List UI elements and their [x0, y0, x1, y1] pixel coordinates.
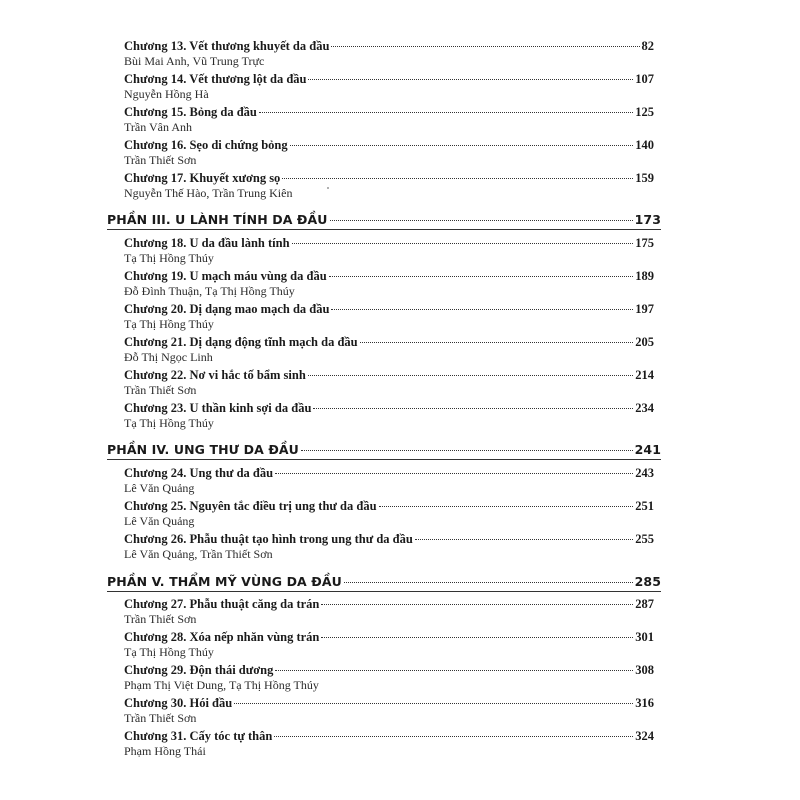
toc-chapter-entry: [124, 696, 654, 711]
dot-leader: [344, 581, 633, 583]
chapter-author: Tạ Thị Hồng Thúy: [124, 416, 214, 430]
dot-leader: [331, 45, 639, 47]
chapter-page-number: 287: [635, 597, 654, 611]
chapter-author: Lê Văn Quảng: [124, 481, 195, 495]
dot-leader: [275, 472, 633, 474]
chapter-title: Chương 15. Bỏng da đầu: [124, 105, 257, 119]
paper-speck: [327, 187, 329, 189]
chapter-author: Bùi Mai Anh, Vũ Trung Trực: [124, 54, 265, 68]
chapter-page-number: 214: [635, 368, 654, 382]
toc-chapter-entry: [124, 499, 654, 514]
dot-leader: [259, 111, 633, 113]
chapter-author: Nguyễn Thế Hào, Trần Trung Kiên: [124, 186, 293, 200]
toc-chapter-entry: [124, 269, 654, 284]
dot-leader: [415, 538, 633, 540]
part-page-number: 173: [634, 212, 661, 227]
chapter-title: Chương 16. Sẹo di chứng bỏng: [124, 138, 288, 152]
dot-leader: [330, 219, 633, 221]
chapter-page-number: 159: [635, 171, 654, 185]
toc-chapter-entry: [124, 368, 654, 383]
chapter-title: Chương 21. Dị dạng động tĩnh mạch da đầu: [124, 335, 358, 349]
part-underline: [107, 459, 661, 460]
chapter-title: Chương 28. Xóa nếp nhăn vùng trán: [124, 630, 320, 644]
chapter-page-number: 175: [635, 236, 654, 250]
chapter-title: Chương 23. U thần kinh sợi da đầu: [124, 401, 312, 415]
chapter-title: Chương 13. Vết thương khuyết da đầu: [124, 39, 330, 53]
chapter-author: Tạ Thị Hồng Thúy: [124, 645, 214, 659]
part-title: PHẦN V. THẨM MỸ VÙNG DA ĐẦU: [107, 574, 342, 589]
toc-chapter-entry: [124, 597, 654, 612]
dot-leader: [321, 636, 633, 638]
chapter-author: Nguyễn Hồng Hà: [124, 87, 209, 101]
dot-leader: [379, 505, 634, 507]
part-page-number: 285: [634, 574, 661, 589]
chapter-page-number: 324: [635, 729, 654, 743]
chapter-author: Trần Thiết Sơn: [124, 383, 197, 397]
part-title: PHẦN III. U LÀNH TÍNH DA ĐẦU: [107, 212, 328, 227]
dot-leader: [274, 735, 633, 737]
chapter-author: Phạm Hồng Thái: [124, 744, 206, 758]
chapter-page-number: 140: [635, 138, 654, 152]
dot-leader: [290, 144, 634, 146]
chapter-author: Trần Vân Anh: [124, 120, 193, 134]
chapter-page-number: 234: [635, 401, 654, 415]
chapter-title: Chương 20. Dị dạng mao mạch da đầu: [124, 302, 330, 316]
chapter-title: Chương 24. Ung thư da đầu: [124, 466, 274, 480]
dot-leader: [308, 78, 633, 80]
chapter-title: Chương 29. Độn thái dương: [124, 663, 274, 677]
dot-leader: [331, 308, 633, 310]
dot-leader: [313, 407, 633, 409]
chapter-author: Trần Thiết Sơn: [124, 711, 197, 725]
toc-part-entry: [107, 212, 661, 227]
toc-chapter-entry: [124, 171, 654, 186]
chapter-page-number: 197: [635, 302, 654, 316]
dot-leader: [292, 242, 634, 244]
toc-chapter-entry: [124, 236, 654, 251]
toc-chapter-entry: [124, 302, 654, 317]
chapter-page-number: 308: [635, 663, 654, 677]
part-underline: [107, 591, 661, 592]
toc-chapter-entry: [124, 466, 654, 481]
chapter-title: Chương 14. Vết thương lột da đầu: [124, 72, 307, 86]
chapter-title: Chương 18. U da đầu lành tính: [124, 236, 290, 250]
chapter-title: Chương 26. Phẫu thuật tạo hình trong ung thư da đầu: [124, 532, 413, 546]
toc-part-entry: [107, 442, 661, 457]
chapter-title: Chương 31. Cấy tóc tự thân: [124, 729, 273, 743]
toc-chapter-entry: [124, 401, 654, 416]
chapter-page-number: 189: [635, 269, 654, 283]
dot-leader: [234, 702, 633, 704]
toc-chapter-entry: [124, 138, 654, 153]
chapter-page-number: 301: [635, 630, 654, 644]
dot-leader: [321, 603, 633, 605]
toc-chapter-entry: [124, 335, 654, 350]
toc-chapter-entry: [124, 630, 654, 645]
chapter-title: Chương 17. Khuyết xương sọ: [124, 171, 281, 185]
toc-chapter-entry: [124, 729, 654, 744]
chapter-author: Đỗ Đình Thuận, Tạ Thị Hồng Thúy: [124, 284, 295, 298]
dot-leader: [308, 374, 633, 376]
toc-chapter-entry: [124, 72, 654, 87]
chapter-author: Tạ Thị Hồng Thúy: [124, 317, 214, 331]
toc-chapter-entry: [124, 39, 654, 54]
chapter-title: Chương 19. U mạch máu vùng da đầu: [124, 269, 327, 283]
chapter-author: Tạ Thị Hồng Thúy: [124, 251, 214, 265]
dot-leader: [282, 177, 633, 179]
chapter-page-number: 255: [635, 532, 654, 546]
chapter-title: Chương 27. Phẫu thuật căng da trán: [124, 597, 320, 611]
chapter-page-number: 205: [635, 335, 654, 349]
chapter-author: Phạm Thị Việt Dung, Tạ Thị Hồng Thúy: [124, 678, 319, 692]
part-underline: [107, 229, 661, 230]
part-page-number: 241: [634, 442, 661, 457]
chapter-title: Chương 25. Nguyên tắc điều trị ung thư da đầu: [124, 499, 377, 513]
dot-leader: [360, 341, 634, 343]
chapter-author: Lê Văn Quảng, Trần Thiết Sơn: [124, 547, 273, 561]
part-title: PHẦN IV. UNG THƯ DA ĐẦU: [107, 442, 299, 457]
toc-chapter-entry: [124, 663, 654, 678]
chapter-title: Chương 22. Nơ vi hắc tố bẩm sinh: [124, 368, 306, 382]
dot-leader: [329, 275, 634, 277]
chapter-page-number: 251: [635, 499, 654, 513]
chapter-author: Trần Thiết Sơn: [124, 153, 197, 167]
chapter-page-number: 316: [635, 696, 654, 710]
toc-chapter-entry: [124, 105, 654, 120]
chapter-page-number: 107: [635, 72, 654, 86]
chapter-author: Trần Thiết Sơn: [124, 612, 197, 626]
chapter-author: Đỗ Thị Ngọc Linh: [124, 350, 213, 364]
dot-leader: [301, 449, 633, 451]
dot-leader: [275, 669, 633, 671]
chapter-author: Lê Văn Quảng: [124, 514, 195, 528]
toc-chapter-entry: [124, 532, 654, 547]
chapter-page-number: 82: [641, 39, 654, 53]
toc-part-entry: [107, 574, 661, 589]
chapter-title: Chương 30. Hói đầu: [124, 696, 233, 710]
chapter-page-number: 125: [635, 105, 654, 119]
chapter-page-number: 243: [635, 466, 654, 480]
